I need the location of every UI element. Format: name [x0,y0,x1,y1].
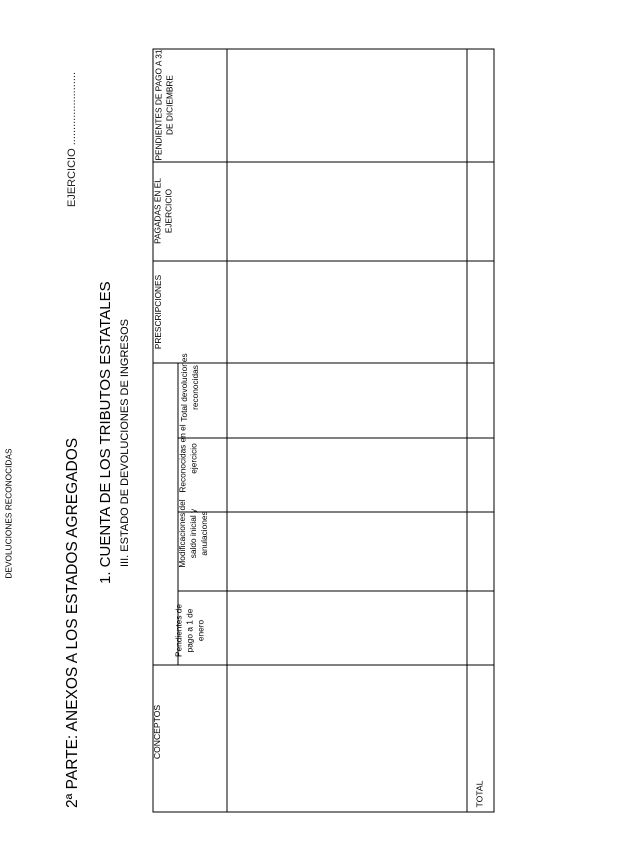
col-header-conceptos: CONCEPTOS [152,704,162,760]
subcol-total-devoluciones: Total devoluciones reconocidas [179,353,200,422]
col-header-devoluciones-reconocidas: DEVOLUCIONES RECONOCIDAS [3,448,14,579]
subcol-pendientes-enero: Pendientes de pago a 1 de enero [173,603,206,658]
col-header-prescripciones: PRESCRIPCIONES [153,274,163,350]
col-header-pagadas-ejercicio: PAGADAS EN EL EJERCICIO [152,178,174,244]
subcol-reconocidas-ejercicio: Reconocidas en el ejercicio [177,424,199,493]
col-header-pendientes-diciembre: PENDIENTES DE PAGO A 31 DE DICIEMBRE [153,49,175,161]
total-row-label: TOTAL [474,780,485,808]
subsection-title: III. ESTADO DE DEVOLUCIONES DE INGRESOS [119,319,131,567]
section-title: 1. CUENTA DE LOS TRIBUTOS ESTATALES [97,281,114,584]
subcol-modificaciones: Modificaciones del saldo inicial y anulaciones [177,499,209,568]
ejercicio-field: EJERCICIO ........................ [66,71,78,207]
part-title: 2ª PARTE: ANEXOS A LOS ESTADOS AGREGADOS [64,437,81,808]
